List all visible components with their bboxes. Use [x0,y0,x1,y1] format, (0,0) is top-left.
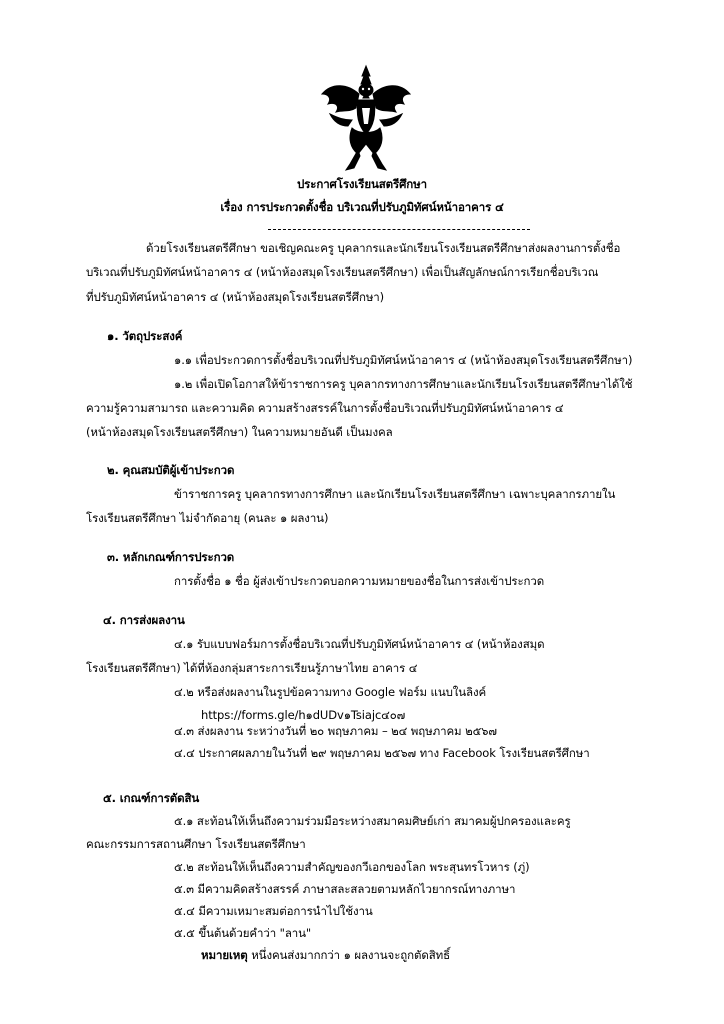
note-line [201,947,450,963]
intro-line: บริเวณที่ปรับภูมิทัศน์หน้าอาคาร ๔ (หน้าห้องสมุดโรงเรียนสตรีศึกษา) เพื่อเป็นสัญลักษณ์การเรียกชื่อบริเวณ [86,265,599,279]
section-4-item: ๔.๑ รับแบบฟอร์มการตั้งชื่อบริเวณที่ปรับภูมิทัศน์หน้าอาคาร ๔ (หน้าห้องสมุด [174,637,545,651]
section-4-heading: ๔. การส่งผลงาน [103,613,185,627]
section-1-heading: ๑. วัตถุประสงค์ [107,329,183,343]
section-4-item: ๔.๔ ประกาศผลภายในวันที่ ๒๙ พฤษภาคม ๒๕๖๗ ทาง Facebook โรงเรียนสตรีศึกษา [174,746,590,760]
section-5-heading: ๕. เกณฑ์การตัดสิน [103,791,200,805]
google-form-link[interactable]: https://forms.gle/h๑dUDv๑Tsiajc๔๐๗ [201,708,406,722]
header-divider [268,229,530,230]
section-5-item: ๕.๕ ขึ้นต้นด้วยคำว่า "ลาน" [174,926,312,940]
section-3-heading: ๓. หลักเกณฑ์การประกวด [107,550,235,564]
announcement-subject: เรื่อง การประกวดตั้งชื่อ บริเวณที่ปรับภูมิทัศน์หน้าอาคาร ๔ [220,200,504,214]
garuda-emblem-icon [318,64,414,172]
section-1-item: (หน้าห้องสมุดโรงเรียนสตรีศึกษา) ในความหมายอันดี เป็นมงคล [86,425,393,439]
note-text: หนึ่งคนส่งมากกว่า ๑ ผลงานจะถูกตัดสิทธิ์ [247,948,451,962]
section-4-item: ๔.๓ ส่งผลงาน ระหว่างวันที่ ๒๐ พฤษภาคม – ๒๔ พฤษภาคม ๒๕๖๗ [174,724,497,738]
section-2-heading: ๒. คุณสมบัติผู้เข้าประกวด [107,463,235,477]
section-3-text: การตั้งชื่อ ๑ ชื่อ ผู้ส่งเข้าประกวดบอกความหมายของชื่อในการส่งเข้าประกวด [174,574,545,588]
section-2-text: ข้าราชการครู บุคลากรทางการศึกษา และนักเรียนโรงเรียนสตรีศึกษา เฉพาะบุคลากรภายใน [174,487,616,501]
section-1-item: ๑.๒ เพื่อเปิดโอกาสให้ข้าราชการครู บุคลากรทางการศึกษาและนักเรียนโรงเรียนสตรีศึกษาได้ใช้ [174,377,633,391]
section-2-text: โรงเรียนสตรีศึกษา ไม่จำกัดอายุ (คนละ ๑ ผลงาน) [86,511,329,525]
intro-line: ด้วยโรงเรียนสตรีศึกษา ขอเชิญคณะครู บุคลากรและนักเรียนโรงเรียนสตรีศึกษาส่งผลงานการตั้งชื่อ [146,241,621,255]
section-5-item: ๕.๔ มีความเหมาะสมต่อการนำไปใช้งาน [174,904,373,918]
section-5-item: ๕.๑ สะท้อนให้เห็นถึงความร่วมมือระหว่างสมาคมศิษย์เก่า สมาคมผู้ปกครองและครู [174,814,571,828]
section-1-item: ๑.๑ เพื่อประกวดการตั้งชื่อบริเวณที่ปรับภูมิทัศน์หน้าอาคาร ๔ (หน้าห้องสมุดโรงเรียนสตรีศึกษา) [174,353,633,367]
section-4-item: ๔.๒ หรือส่งผลงานในรูปข้อความทาง Google ฟอร์ม แนบในลิงค์ [174,685,487,699]
note-label: หมายเหตุ [201,948,248,962]
section-5-item: ๕.๓ มีความคิดสร้างสรรค์ ภาษาสละสลวยตามหลักไวยากรณ์ทางภาษา [174,882,516,896]
section-5-item: ๕.๒ สะท้อนให้เห็นถึงความสำคัญของกวีเอกของโลก พระสุนทรโวหาร (ภู่) [174,860,530,874]
section-5-item: คณะกรรมการสถานศึกษา โรงเรียนสตรีศึกษา [86,837,306,851]
section-4-item: โรงเรียนสตรีศึกษา) ได้ที่ห้องกลุ่มสาระการเรียนรู้ภาษาไทย อาคาร ๔ [86,661,418,675]
announcement-title: ประกาศโรงเรียนสตรีศึกษา [296,177,427,191]
intro-line: ที่ปรับภูมิทัศน์หน้าอาคาร ๔ (หน้าห้องสมุดโรงเรียนสตรีศึกษา) [86,290,385,304]
section-1-item: ความรู้ความสามารถ และความคิด ความสร้างสรรค์ในการตั้งชื่อบริเวณที่ปรับภูมิทัศน์หน้าอาคาร ๔ [86,401,564,415]
